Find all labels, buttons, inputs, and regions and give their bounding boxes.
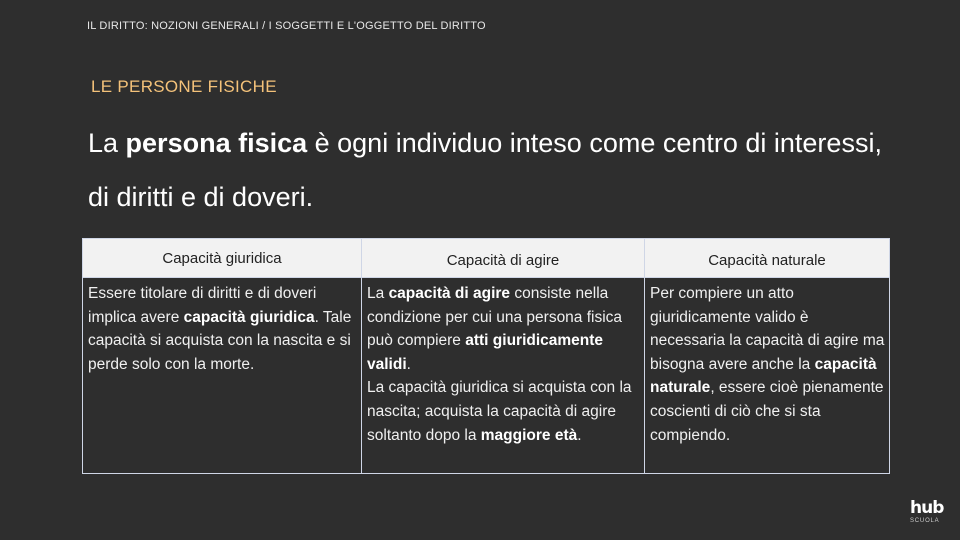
cell2-text-4: La capacità giuridica si acquista con la nascita; acquista la capacità di agire soltanto dopo la [367,379,632,444]
header-capacita-giuridica: Capacità giuridica [83,239,362,278]
cell-capacita-giuridica [83,278,362,474]
cell2-bold-1: capacità di agire [388,285,511,302]
cell3-bold-1: capacità naturale [650,355,877,397]
header-capacita-naturale: Capacità naturale [645,239,890,278]
breadcrumb: IL DIRITTO: NOZIONI GENERALI / I SOGGETTI E L'OGGETTO DEL DIRITTO [87,20,486,32]
cell1-text-2: . Tale capacità si acquista con la nascita e si perde solo con la morte. [88,308,352,373]
logo-sub: SCUOLA [910,518,940,524]
logo-word: hub [910,498,944,518]
cell2-text-2: consiste nella condizione per cui una persona fisica può compiere [367,285,623,350]
table-row [83,278,890,474]
cell2-text-1: La [367,285,389,302]
table-header-row [83,239,890,278]
cell3-text-1: Per compiere un atto giuridicamente valido è necessaria la capacità di agire ma bisogna avere anche la [650,285,885,373]
cell2-text-3: . [406,355,411,373]
cell-capacita-di-agire [362,278,645,474]
cell1-text-1: Essere titolare di diritti e di doveri implica avere [88,285,317,326]
cell2-bold-3: maggiore età [480,426,578,444]
cell-capacita-naturale [645,278,890,474]
header-capacita-di-agire: Capacità di agire [362,239,645,278]
lead-text-before: La [88,128,126,158]
cell2-text-5: . [577,426,582,444]
section-title: LE PERSONE FISICHE [91,77,277,96]
cell1-bold-1: capacità giuridica [183,308,315,326]
capacity-table [82,238,890,474]
lead-text-after: è ogni individuo inteso come centro di interessi, di diritti e di doveri. [88,128,882,212]
hub-scuola-logo [910,500,946,528]
cell2-bold-2: atti giuridicamente validi [367,332,604,373]
cell3-text-2: , essere cioè pienamente coscienti di ciò che si sta compiendo. [650,379,884,444]
lead-paragraph [88,116,888,224]
lead-text-bold: persona fisica [125,128,308,158]
